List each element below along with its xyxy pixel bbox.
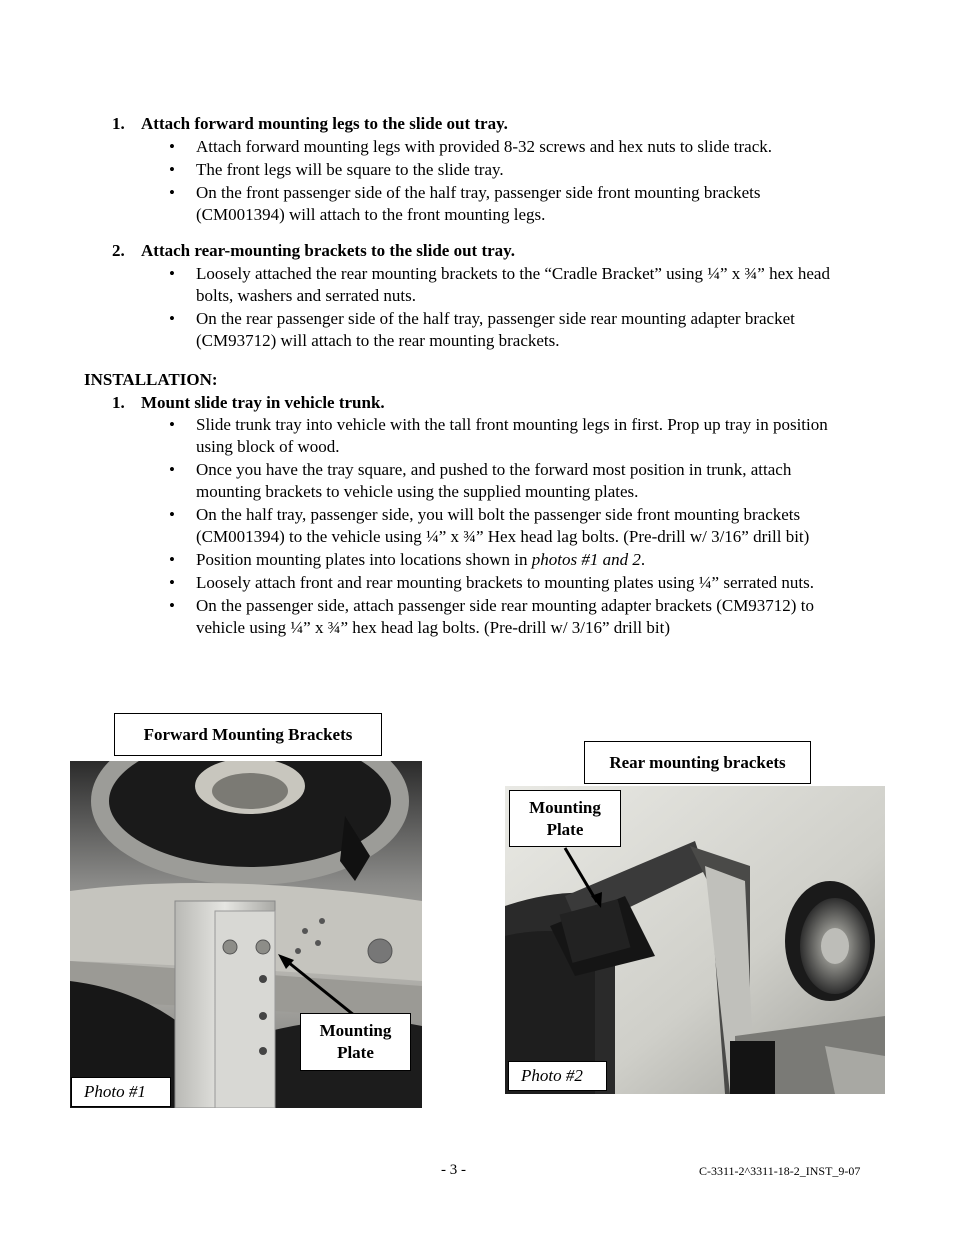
label-line: Mounting [319,1021,392,1040]
list-item: • The front legs will be square to the slide tray. [196,159,846,181]
list-item: • Loosely attach front and rear mounting brackets to mounting plates using ¼” serrated nuts. [196,572,846,594]
step-title: Mount slide tray in vehicle trunk. [141,393,385,412]
section-heading: INSTALLATION: [84,370,218,389]
bullet-list [196,263,846,353]
list-item: • Slide trunk tray into vehicle with the tall front mounting legs in first. Prop up tray in position using block of wood. [196,414,846,458]
step-number: 1. [112,114,125,133]
label-line: Plate [546,819,584,839]
text-span: Position mounting plates into locations shown in [196,550,532,569]
mounting-plate-label [509,790,621,847]
document-id: C-3311-2^3311-18-2_INST_9-07 [699,1164,861,1178]
bullet-list [196,136,846,227]
list-item: • On the half tray, passenger side, you will bolt the passenger side front mounting brackets (CM001394) to the vehicle using ¼” x ¾” Hex head lag bolts. (Pre-drill w/ 3/16” drill bit) [196,504,846,548]
photo2-caption: Photo #2 [508,1061,607,1091]
list-item: • On the passenger side, attach passenger side rear mounting adapter brackets (CM93712) to vehicle using ¼” x ¾” hex head lag bolts. (Pre-drill w/ 3/16” drill bit) [196,595,846,639]
list-item: • On the front passenger side of the half tray, passenger side front mounting brackets (CM001394) will attach to the front mounting legs. [196,182,846,226]
photo2-title: Rear mounting brackets [584,741,811,784]
photo1-caption: Photo #1 [71,1077,171,1107]
step-title: Attach rear-mounting brackets to the slide out tray. [141,241,515,260]
bullet-list [196,414,846,640]
step-title: Attach forward mounting legs to the slide out tray. [141,114,508,133]
photo1-title: Forward Mounting Brackets [114,713,382,756]
step-number: 2. [112,241,125,260]
label-line: Mounting [529,797,601,817]
mounting-plate-label [300,1013,411,1071]
list-item [196,549,846,571]
step-number: 1. [112,393,125,412]
label-line: Plate [337,1043,374,1062]
list-item: • Once you have the tray square, and pushed to the forward most position in trunk, attach mounting brackets to vehicle using the supplied mounting plates. [196,459,846,503]
page-number: - 3 - [441,1162,466,1178]
list-item: • On the rear passenger side of the half tray, passenger side rear mounting adapter bracket (CM93712) will attach to the rear mounting brackets. [196,308,846,352]
list-item: • Attach forward mounting legs with provided 8-32 screws and hex nuts to slide track. [196,136,846,158]
list-item: • Loosely attached the rear mounting brackets to the “Cradle Bracket” using ¼” x ¾” hex head bolts, washers and serrated nuts. [196,263,846,307]
text-span: . [640,550,646,569]
photo-reference: photos #1 and 2 [531,550,641,569]
